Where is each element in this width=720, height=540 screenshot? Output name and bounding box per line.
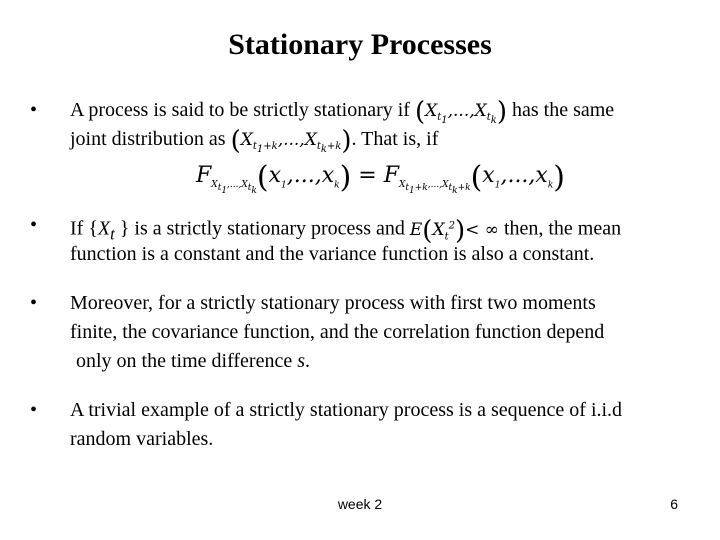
bullet-marker: • <box>30 292 38 314</box>
formula-x-shifted-by-k: $(X_{t_1+k},...,X_{t_k+k})$ <box>230 126 352 156</box>
bullet-3-var: s <box>297 350 306 372</box>
bullet-marker: • <box>30 399 38 421</box>
bullet-3-text-a: Moreover, for a strictly stationary process with first two moments <box>70 292 596 314</box>
formula-x-t1-to-tk: $(X_{t_1},...,X_{t_k})$ <box>414 97 507 127</box>
formula-finite-second-moment: $E(X_t^2)<$ ∞ <box>409 215 499 246</box>
bullet-1-text-a: A process is said to be strictly stationary if <box>70 99 410 121</box>
bullet-marker: • <box>30 99 38 121</box>
page-number: 6 <box>670 496 678 512</box>
bullet-2-sub: t <box>110 224 115 244</box>
bullet-1-text-d: . That is, if <box>351 128 439 150</box>
bullet-4-text-a: A trivial example of a strictly stationary process is a sequence of i.i.d <box>70 399 623 421</box>
bullet-3-text-c: only on the time difference <box>76 350 293 372</box>
bullet-2-var: X <box>97 217 111 240</box>
footer-text: week 2 <box>337 496 383 512</box>
bullet-2-text-b: } is a strictly stationary process and <box>114 217 405 240</box>
bullet-2-text-a: If { <box>70 217 98 240</box>
bullet-2-text-c: then, the mean <box>503 217 622 240</box>
bullet-marker: • <box>30 214 38 236</box>
bullet-4-text-b: random variables. <box>70 428 214 450</box>
bullet-3-text-b: finite, the covariance function, and the correlation function depend <box>70 321 605 343</box>
bullet-2-text-d: function is a constant and the variance function is also a constant. <box>70 243 595 265</box>
bullet-3-text-d: . <box>305 350 311 372</box>
slide-title: Stationary Processes <box>228 28 492 61</box>
distribution-equation: $F_{X_{t_1},...,X_{t_k}}(x_1,...,x_k) = F_{X_{t_1+k},...,X_{t_k+k}}(x_1,...,x_k)$ <box>196 160 566 196</box>
bullet-1-text-c: joint distribution as <box>70 128 226 150</box>
bullet-1-text-b: has the same <box>512 99 615 121</box>
